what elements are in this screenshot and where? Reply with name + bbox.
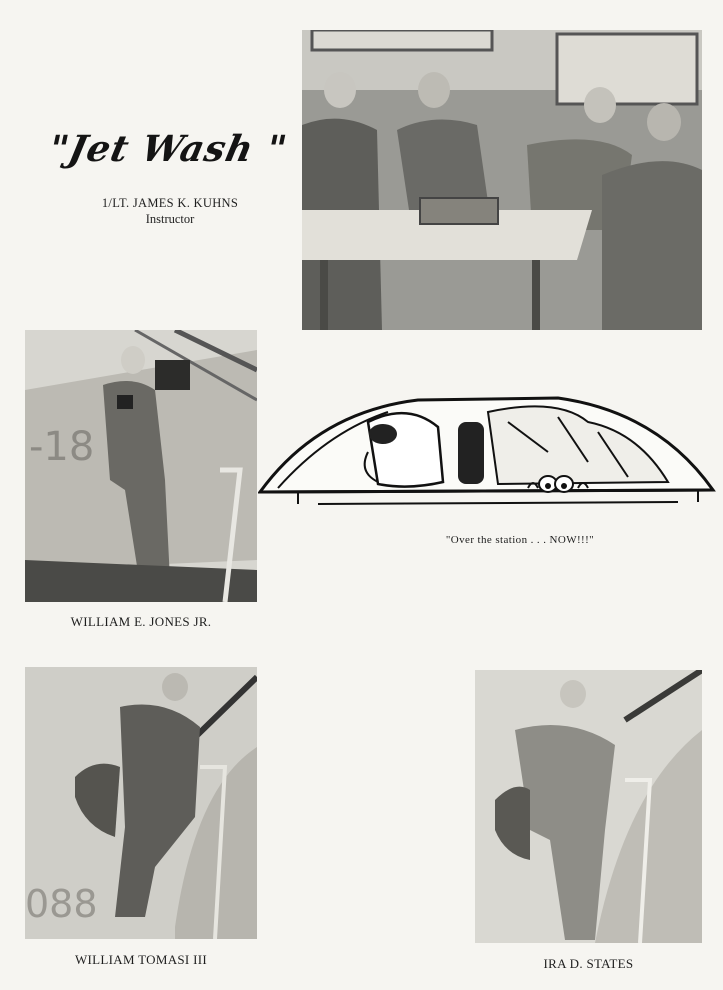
svg-text:-18: -18	[29, 424, 95, 470]
tomasi-caption: WILLIAM TOMASI III	[74, 952, 207, 967]
canopy-cartoon	[258, 392, 720, 518]
cartoon-caption: "Over the station . . . NOW!!!"	[445, 534, 595, 546]
svg-text:088: 088	[25, 882, 98, 926]
tomasi-photo	[25, 667, 257, 939]
group-table-photo	[302, 30, 702, 330]
instructor-name: 1/LT. JAMES K. KUHNS	[101, 196, 239, 210]
states-photo	[475, 670, 702, 943]
jones-caption: WILLIAM E. JONES JR.	[70, 614, 212, 629]
states-caption: IRA D. STATES	[543, 956, 634, 971]
jones-photo	[25, 330, 257, 602]
instructor-role: Instructor	[145, 212, 195, 226]
page-title: "Jet Wash "	[45, 128, 292, 170]
